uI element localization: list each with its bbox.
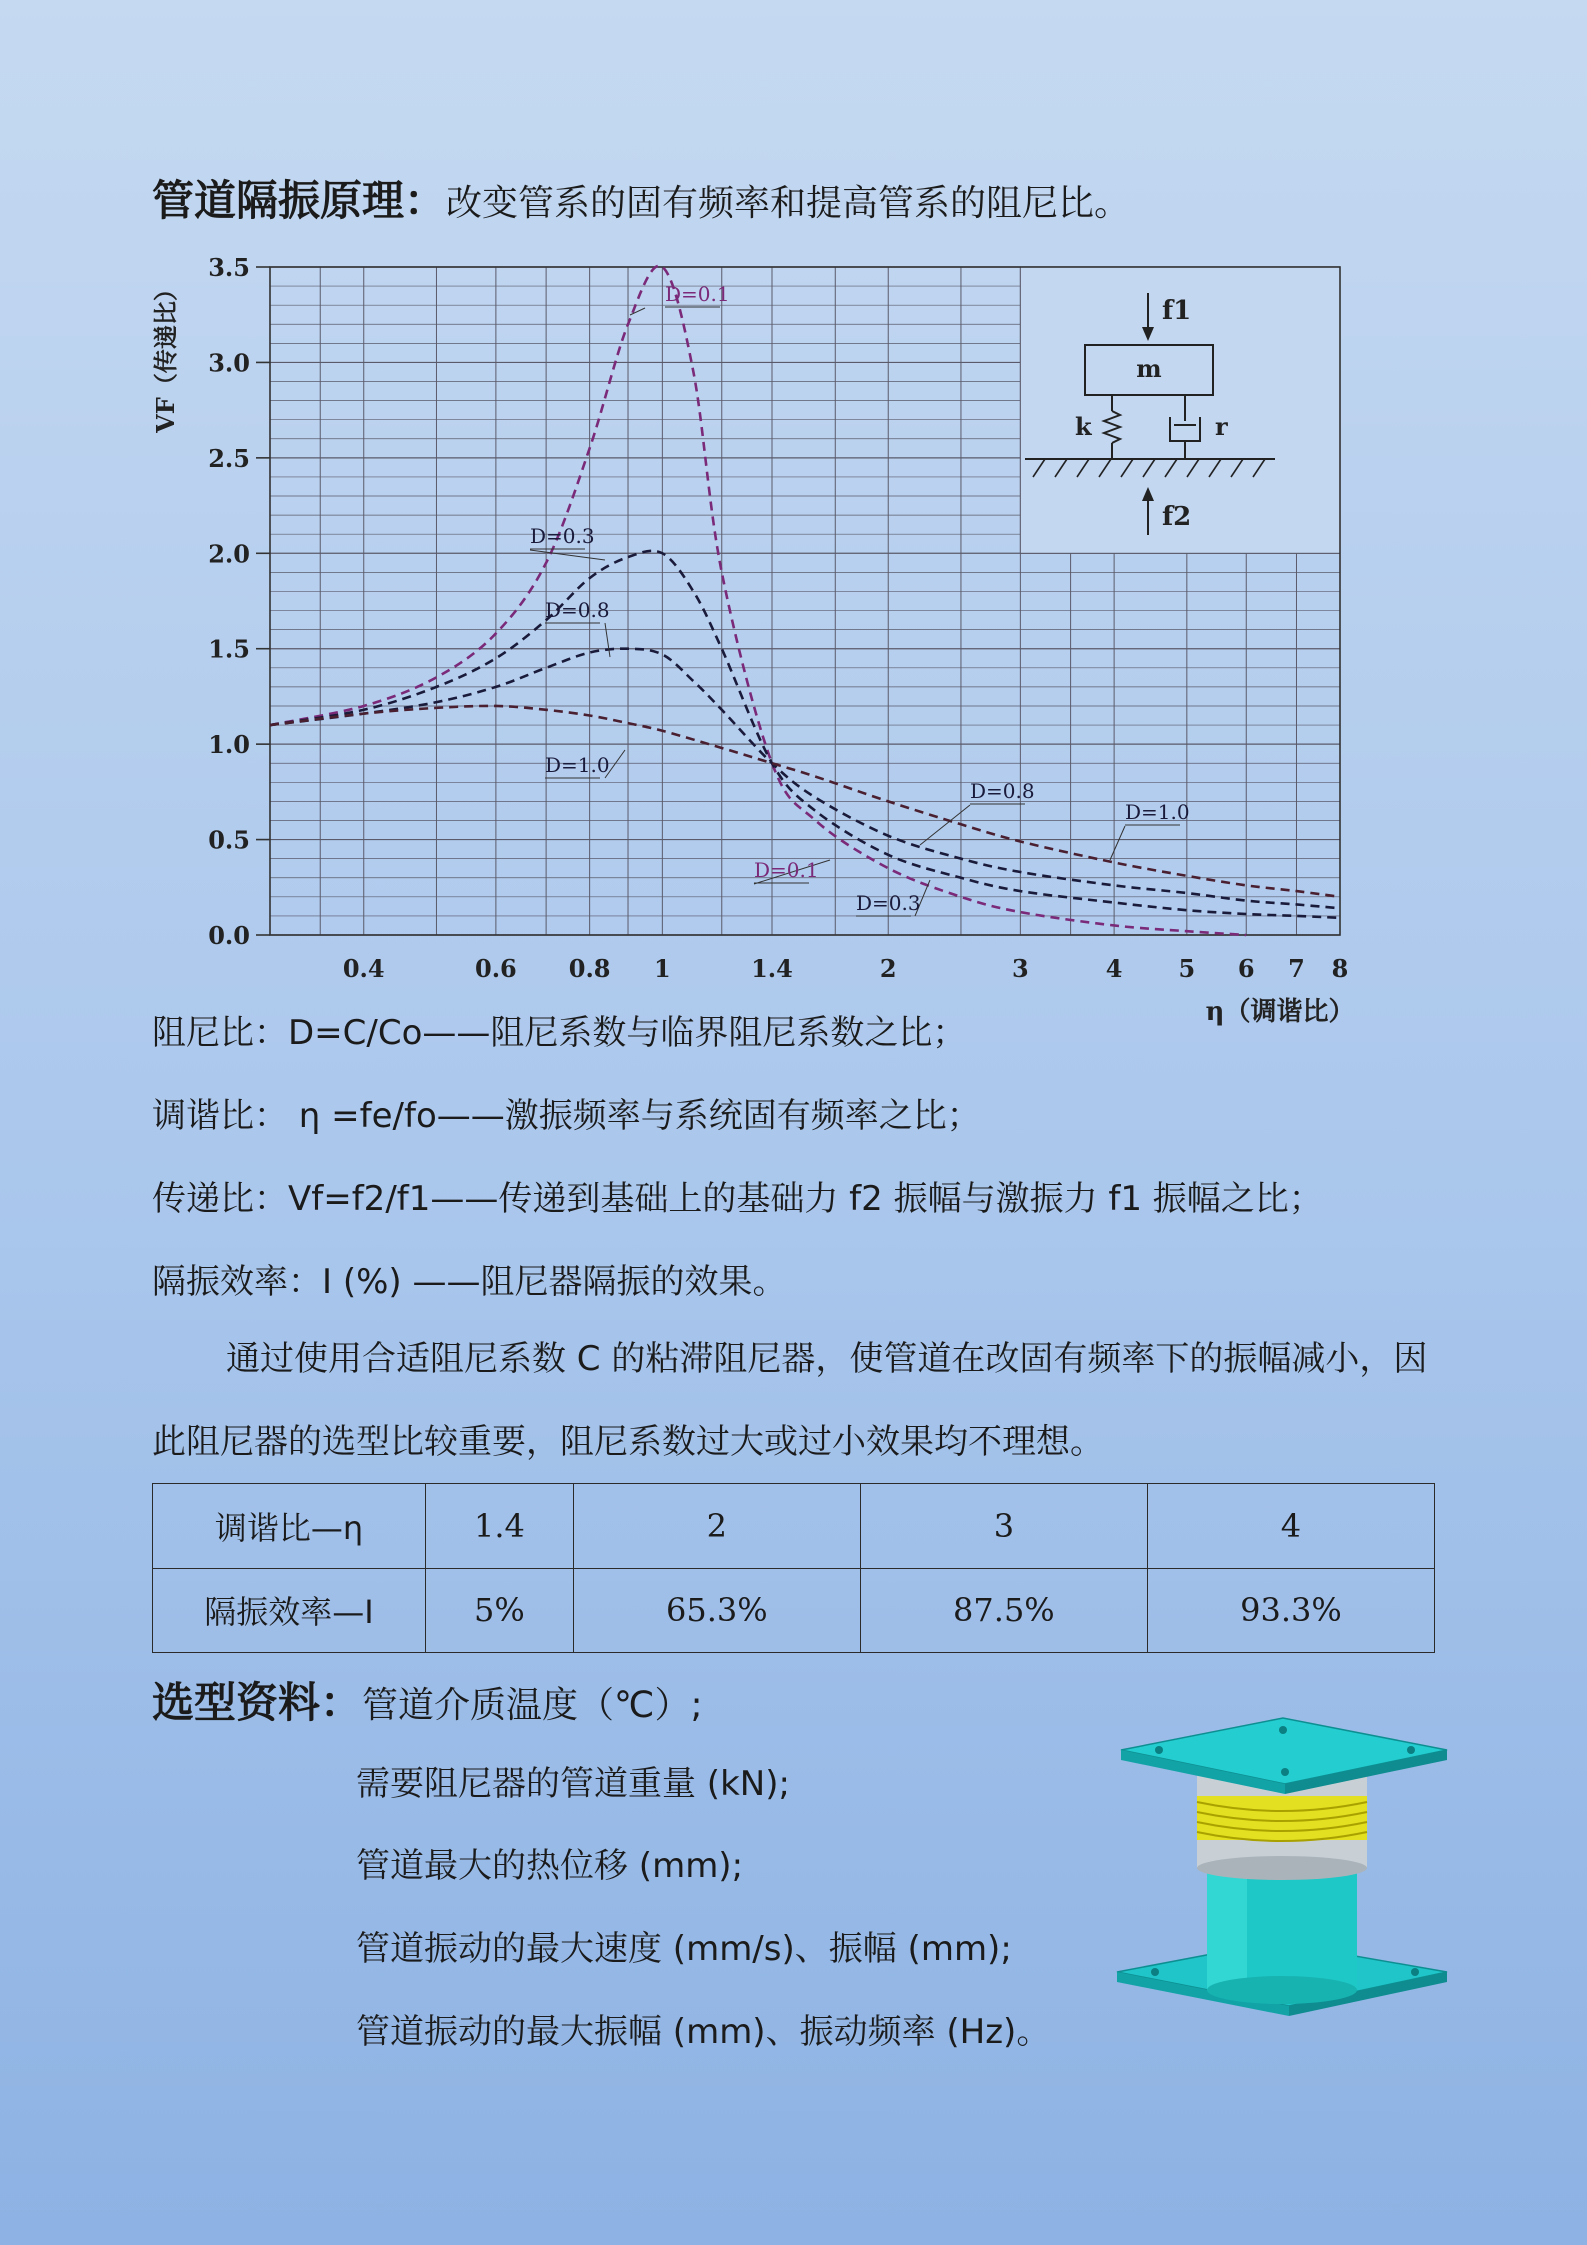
annotation-label: D=0.3 (530, 524, 595, 548)
f1-label: f1 (1162, 296, 1192, 326)
explanation-paragraph: 通过使用合适阻尼系数 C 的粘滞阻尼器，使管道在改固有频率下的振幅减小，因此阻尼器的选型比较重要，阻尼系数过大或过小效果均不理想。 (152, 1339, 1428, 1462)
spring-label: k (1075, 412, 1092, 441)
page-title (152, 168, 1130, 228)
row-label-ratio: 调谐比—η (153, 1484, 426, 1569)
table-row (153, 1484, 1435, 1569)
x-tick-label: 0.6 (475, 954, 517, 983)
definition-line: 调谐比： η =fe/fo——激振频率与系统固有频率之比； (152, 1096, 981, 1136)
table-cell: 2 (573, 1484, 860, 1569)
row-label-efficiency: 隔振效率—I (153, 1568, 426, 1653)
annotation-leader (530, 550, 605, 560)
table-cell: 5% (426, 1568, 574, 1653)
efficiency-table (152, 1483, 1435, 1653)
y-tick-label: 0.0 (208, 921, 250, 950)
selection-item: 管道振动的最大速度 (mm/s)、振幅 (mm); (356, 1929, 1012, 1969)
x-tick-label: 6 (1237, 954, 1255, 983)
f2-label: f2 (1162, 502, 1192, 532)
damper-label: r (1215, 412, 1228, 441)
annotation-label: D=0.3 (856, 891, 921, 915)
table-cell: 93.3% (1147, 1568, 1434, 1653)
x-tick-label: 2 (879, 954, 897, 983)
y-tick-label: 3.5 (208, 253, 250, 282)
selection-item: 管道振动的最大振幅 (mm)、振动频率 (Hz)。 (356, 2012, 1051, 2052)
table-cell: 87.5% (860, 1568, 1147, 1653)
y-tick-label: 1.5 (208, 634, 250, 664)
title-text: 改变管系的固有频率和提高管系的阻尼比。 (446, 183, 1131, 224)
table-cell: 1.4 (426, 1484, 574, 1569)
x-tick-label: 5 (1178, 954, 1196, 983)
table-cell: 65.3% (573, 1568, 860, 1653)
selection-heading-line (152, 1670, 703, 1730)
annotation-label: D=0.8 (545, 598, 610, 622)
annotation-label: D=1.0 (545, 753, 610, 777)
annotation-leader (605, 623, 610, 657)
damper-illustration (1115, 1710, 1455, 2030)
annotation-label: D=0.1 (665, 282, 730, 306)
x-tick-label: 3 (1012, 954, 1029, 983)
x-tick-label: 4 (1105, 954, 1123, 983)
table-row (153, 1568, 1435, 1653)
y-tick-label: 2.0 (208, 539, 250, 569)
x-tick-label: 0.4 (342, 954, 385, 983)
annotation-leader (1110, 826, 1125, 860)
selection-heading: 选型资料： (152, 1678, 363, 1727)
x-tick-label: 1 (653, 954, 671, 983)
x-tick-label: 7 (1288, 954, 1305, 983)
x-tick-label: 1.4 (751, 954, 793, 983)
table-cell: 4 (1147, 1484, 1434, 1569)
title-heading: 管道隔振原理： (152, 176, 447, 225)
selection-item: 需要阻尼器的管道重量 (kN); (356, 1764, 790, 1804)
definition-line: 传递比：Vf=f2/f1——传递到基础上的基础力 f2 振幅与激振力 f1 振幅之比； (152, 1179, 1323, 1219)
definition-line: 隔振效率：I (%) ——阻尼器隔振的效果。 (152, 1262, 787, 1302)
y-tick-label: 2.5 (208, 443, 250, 473)
annotation-label: D=1.0 (1125, 800, 1190, 824)
y-tick-label: 3.0 (208, 348, 250, 378)
transmissibility-chart (140, 245, 1360, 1045)
chart-ylabel: VF（传递比） (151, 277, 180, 433)
x-tick-label: 8 (1331, 954, 1349, 983)
definition-line: 阻尼比：D=C/Co——阻尼系数与临界阻尼系数之比； (152, 1013, 967, 1053)
y-tick-label: 1.0 (208, 730, 250, 760)
x-tick-label: 0.8 (568, 954, 611, 983)
mass-label: m (1136, 354, 1162, 383)
selection-item: 管道最大的热位移 (mm); (356, 1846, 744, 1886)
annotation-label: D=0.8 (970, 779, 1035, 803)
selection-item: 管道介质温度（℃）; (362, 1685, 703, 1726)
chart-grid (270, 267, 1340, 935)
y-tick-label: 0.5 (208, 825, 250, 855)
chart-xlabel: η（调谐比） (1205, 997, 1355, 1027)
annotation-label: D=0.1 (754, 858, 819, 882)
table-cell: 3 (860, 1484, 1147, 1569)
